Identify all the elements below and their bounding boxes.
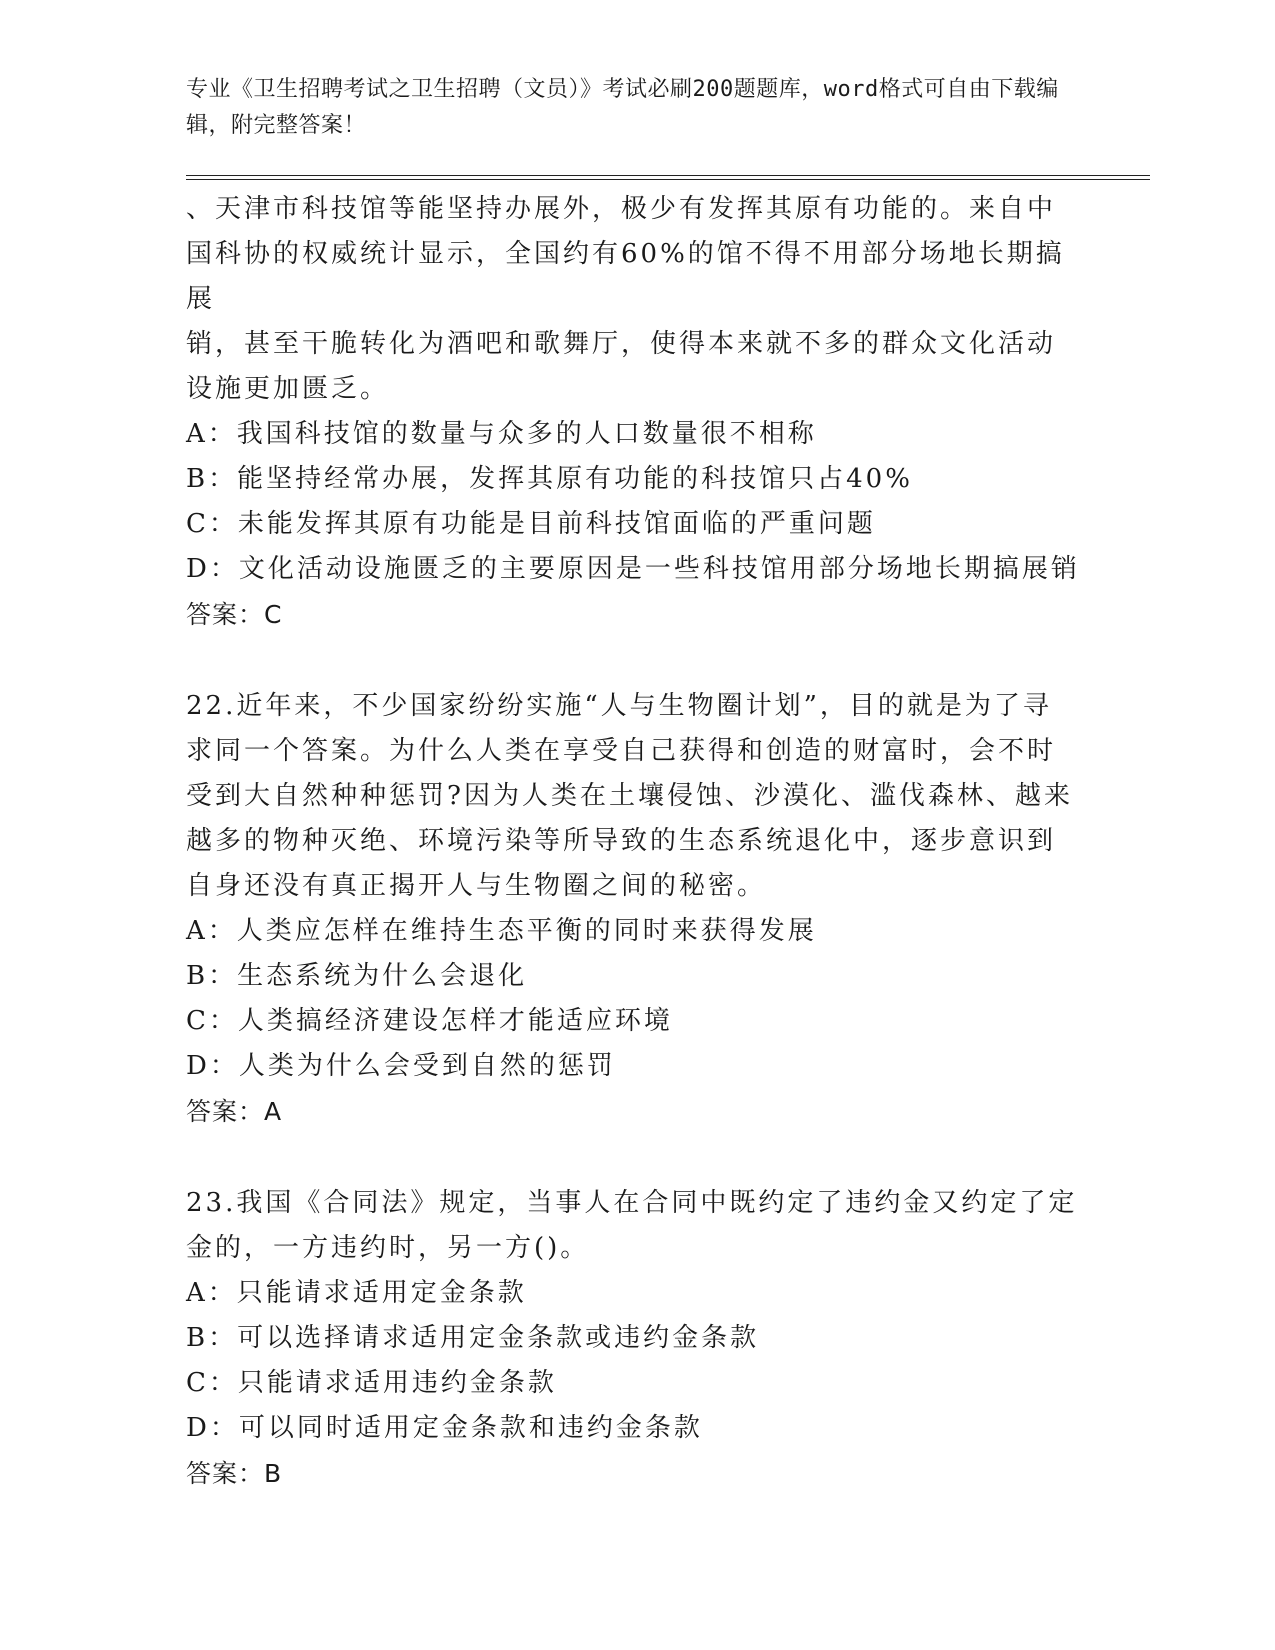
question-text-line: 设施更加匮乏。 [186,374,390,404]
option-b: B：可以选择请求适用定金条款或违约金条款 [186,1323,760,1353]
question-text-line: 受到大自然种种惩罚?因为人类在土壤侵蚀、沙漠化、滥伐森林、越来 [186,781,1073,811]
question-text-line: 金的，一方违约时，另一方()。 [186,1233,590,1263]
question-text-line: 、天津市科技馆等能坚持办展外，极少有发挥其原有功能的。来自中 [186,194,1057,224]
question-list [186,187,1086,1496]
block-spacer [186,637,1086,684]
option-c: C：只能请求适用违约金条款 [186,1368,557,1398]
option-a: A：我国科技馆的数量与众多的人口数量很不相称 [186,419,817,449]
question-block-22 [186,684,1086,1134]
option-a: A：人类应怎样在维持生态平衡的同时来获得发展 [186,916,817,946]
question-text-line: 22.近年来，不少国家纷纷实施“人与生物圈计划”，目的就是为了寻 [186,691,1052,721]
block-spacer [186,1134,1086,1181]
answer-line: 答案：A [186,1097,283,1126]
option-c: C：未能发挥其原有功能是目前科技馆面临的严重问题 [186,509,876,539]
option-d: D：人类为什么会受到自然的惩罚 [186,1051,616,1081]
question-text-line: 求同一个答案。为什么人类在享受自己获得和创造的财富时，会不时 [186,736,1057,766]
option-c: C：人类搞经济建设怎样才能适应环境 [186,1006,673,1036]
question-text-line: 自身还没有真正揭开人与生物圈之间的秘密。 [186,871,767,901]
option-d: D：文化活动设施匮乏的主要原因是一些科技馆用部分场地长期搞展销 [186,554,1080,584]
option-a: A：只能请求适用定金条款 [186,1278,527,1308]
option-b: B：能坚持经常办展，发挥其原有功能的科技馆只占40% [186,464,913,494]
question-block-23 [186,1181,1086,1496]
answer-line: 答案：B [186,1459,283,1488]
question-text-line: 销，甚至干脆转化为酒吧和歌舞厅，使得本来就不多的群众文化活动 [186,329,1057,359]
question-block-21 [186,187,1086,637]
header-divider [186,175,1150,180]
answer-line: 答案：C [186,600,283,629]
question-text-line: 越多的物种灭绝、环境污染等所导致的生态系统退化中，逐步意识到 [186,826,1057,856]
question-text-line: 国科协的权威统计显示，全国约有60%的馆不得不用部分场地长期搞展 [186,239,1065,314]
question-text-line: 23.我国《合同法》规定，当事人在合同中既约定了违约金又约定了定 [186,1188,1078,1218]
option-d: D：可以同时适用定金条款和违约金条款 [186,1413,703,1443]
option-b: B：生态系统为什么会退化 [186,961,528,991]
document-header: 专业《卫生招聘考试之卫生招聘（文员）》考试必刷200题题库，word格式可自由下载编辑，附完整答案！ [186,77,1059,138]
